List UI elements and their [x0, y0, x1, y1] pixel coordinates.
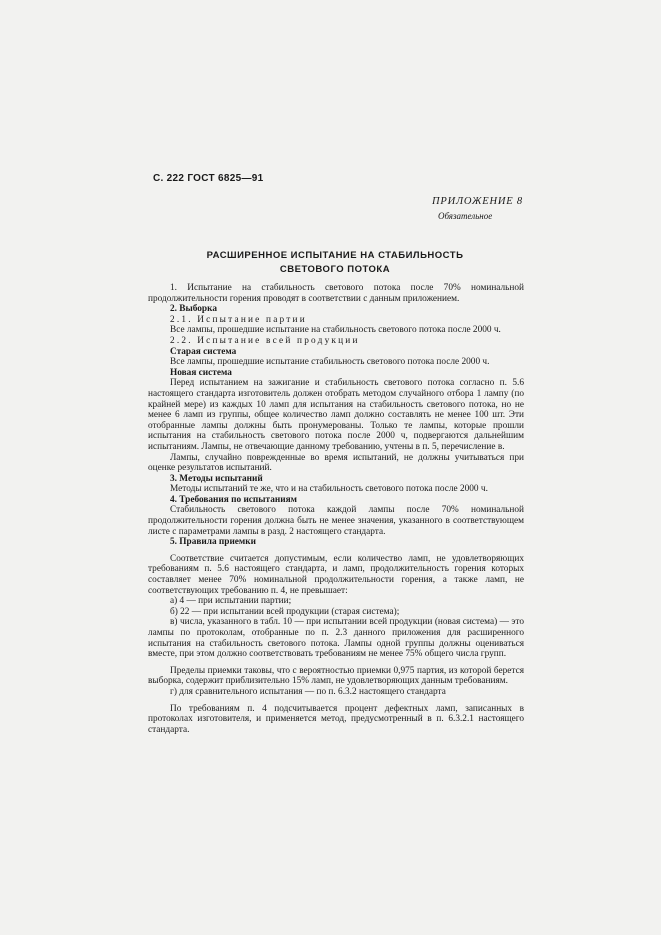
paragraph-defect-count: По требованиям п. 4 подсчитывается процент дефектных ламп, записанных в протоколах изготовителя, и применяется метод, предусмотренный в п. 6.3.2.1 настоящего стандарта.	[148, 703, 524, 735]
heading-test-requirements: 4. Требования по испытаниям	[170, 494, 297, 505]
paragraph-test-requirements: Стабильность светового потока каждой лампы после 70% номинальной продолжительности горения должна быть не менее значения, указанного в соответствующем листе с параметрами лампы в разд. 2 настоящего стандарта.	[148, 505, 524, 537]
doc-reference: С. 222 ГОСТ 6825—91	[153, 173, 264, 184]
heading-test-methods: 3. Методы испытаний	[170, 473, 263, 484]
document-body	[148, 283, 524, 735]
paragraph-damaged-lamps: Лампы, случайно поврежденные во время испытаний, не должны учитываться при оценке результатов испытаний.	[148, 452, 524, 474]
heading-old-system: Старая система	[170, 346, 237, 357]
list-item-b: б) 22 — при испытании всей продукции (старая система);	[170, 606, 400, 617]
list-item-c: в) числа, указанного в табл. 10 — при испытании всей продукции (новая система) — это лампы по протоколам, отобранные по п. 2.3 данного приложения для расширенного испытания на стабильность светового потока. Лампы одной группы должны оцениваться вместе, при этом должно соответствовать требованиям не менее 75% общего числа групп.	[148, 617, 524, 660]
heading-sampling: 2. Выборка	[170, 304, 217, 315]
paragraph-batch-test: Все лампы, прошедшие испытание на стабильность светового потока после 2000 ч.	[170, 325, 501, 336]
heading-all-production-test: 2.2. Испытание всей продукции	[170, 335, 360, 346]
heading-acceptance-rules: 5. Правила приемки	[170, 537, 256, 548]
heading-batch-test: 2.1. Испытание партии	[170, 314, 307, 325]
mandatory-label: Обязательное	[438, 211, 493, 221]
paragraph-new-system: Перед испытанием на зажигание и стабильность светового потока согласно п. 5.6 настоящего стандарта изготовитель должен отобрать методом случайного отбора 1 лампу (по крайней мере) из каждых 10 ламп для испытания на стабильность светового потока, но не менее 6 ламп из группы, общее количество ламп должно составлять не менее 100 шт. Эти отобранные лампы должны быть пронумерованы. Только те лампы, которые прошли испытания на стабильность светового потока после 2000 ч, подвергаются дальнейшим испытаниям. Лампы, не отвечающие данному требованию, учтены в п. 5, перечисление в.	[148, 378, 524, 452]
title-line-2: СВЕТОВОГО ПОТОКА	[279, 264, 391, 275]
paragraph-acceptance-limits: Пределы приемки таковы, что с вероятностью приемки 0,975 партия, из которой берется выборка, содержит приблизительно 15% ламп, не удовлетворяющих данным требованиям.	[148, 665, 524, 687]
heading-new-system: Новая система	[170, 367, 232, 378]
paragraph-old-system: Все лампы, прошедшие испытание стабильность светового потока после 2000 ч.	[170, 357, 490, 368]
list-item-a: а) 4 — при испытании партии;	[170, 596, 292, 607]
list-item-g: г) для сравнительного испытания — по п. 6.3.2 настоящего стандарта	[170, 686, 446, 697]
paragraph-test-methods: Методы испытаний те же, что и на стабильность светового потока после 2000 ч.	[170, 484, 488, 495]
title-line-1: РАСШИРЕННОЕ ИСПЫТАНИЕ НА СТАБИЛЬНОСТЬ	[206, 250, 464, 261]
document-title	[160, 249, 510, 277]
paragraph-1: 1. Испытание на стабильность светового потока после 70% номинальной продолжительности горения проводят в соответствии с данным приложением.	[148, 283, 524, 304]
appendix-label: ПРИЛОЖЕНИЕ 8	[432, 196, 523, 207]
paragraph-acceptance: Соответствие считается допустимым, если количество ламп, не удовлетворяющих требованиям п. 5.6 настоящего стандарта, и ламп, продолжительность горения которых составляет менее 70% номинальной продолжительности горения, а также ламп, не соответствующих требованию п. 4, не превышает:	[148, 553, 524, 596]
